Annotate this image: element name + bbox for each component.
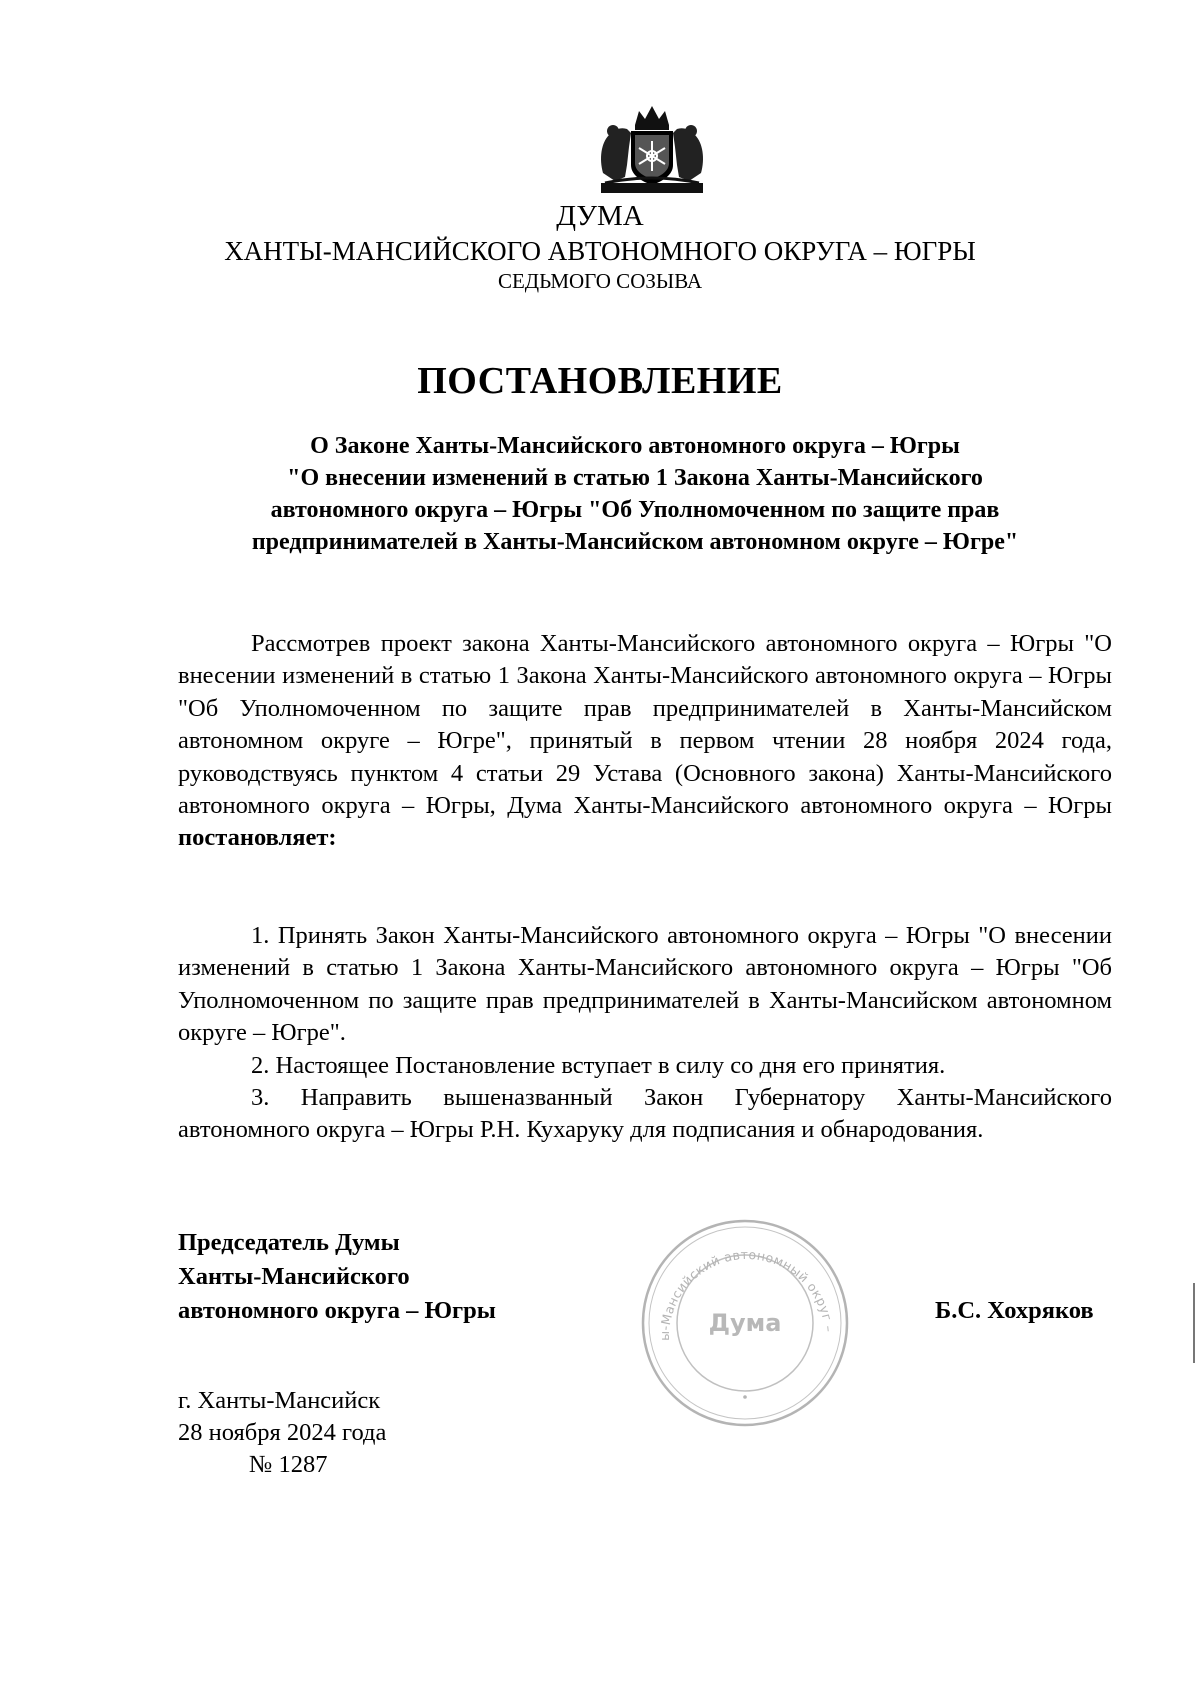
coat-of-arms-icon [595, 103, 709, 199]
seal-ring-text: ы-Мансийский автономный округ – [656, 1246, 837, 1341]
date: 28 ноября 2024 года [178, 1419, 387, 1446]
document-subject [190, 430, 1080, 558]
signatory-name: Б.С. Хохряков [935, 1297, 1094, 1324]
resolves-word: постановляет: [178, 824, 337, 852]
resolution-item: 3. Направить вышеназванный Закон Губернатору Ханты-Мансийского автономного округа – Югры Р.Н. Кухаруку для подписания и обнародования. [178, 1084, 1112, 1144]
place: г. Ханты-Мансийск [178, 1387, 381, 1414]
org-name: ДУМА [556, 200, 644, 232]
subject-line: "О внесении изменений в статью 1 Закона Ханты-Мансийского [287, 465, 983, 491]
place-and-date [178, 1385, 386, 1449]
resolution-item: 2. Настоящее Постановление вступает в силу со дня его принятия. [251, 1051, 946, 1079]
signatory-title-line: Председатель Думы [178, 1229, 400, 1256]
document-type: ПОСТАНОВЛЕНИЕ [417, 360, 783, 402]
preamble-paragraph [178, 628, 1112, 855]
seal-center-text: Дума [708, 1309, 782, 1337]
resolution-item: 1. Принять Закон Ханты-Мансийского автономного округа – Югры "О внесении изменений в статью 1 Закона Ханты-Мансийского автономного округа – Югры "Об Уполномоченном по защите прав предпринимателей в Ханты-Мансийском автономном округе – Югре". [178, 922, 1112, 1047]
subject-line: предпринимателей в Ханты-Мансийском автономном округе – Югре" [251, 529, 1019, 555]
subject-line: автономного округа – Югры "Об Уполномоченном по защите прав [270, 497, 1000, 523]
official-seal [639, 1217, 851, 1429]
resolution-items [178, 920, 1112, 1147]
org-full-name: ХАНТЫ-МАНСИЙСКОГО АВТОНОМНОГО ОКРУГА – ЮГРЫ [224, 236, 976, 266]
subject-line: О Законе Ханты-Мансийского автономного округа – Югры [310, 433, 960, 459]
preamble-text: Рассмотрев проект закона Ханты-Мансийского автономного округа – Югры "О внесении изменений в статью 1 Закона Ханты-Мансийского автономного округа – Югры "Об Уполномоченном по защите прав предпринимателей в Ханты-Мансийском автономном округе – Югре", принятый в первом чтении 28 ноября 2024 года, руководствуясь пунктом 4 статьи 29 Устава (Основного закона) Ханты-Мансийского автономного округа – Югры, Дума Ханты-Мансийского автономного округа – Югры [178, 630, 1112, 820]
document-number: № 1287 [249, 1451, 328, 1478]
signatory-title-line: автономного округа – Югры [178, 1297, 496, 1324]
scan-edge-mark [1193, 1283, 1195, 1363]
signatory-title-line: Ханты-Мансийского [178, 1263, 410, 1290]
convocation: СЕДЬМОГО СОЗЫВА [497, 269, 703, 293]
signatory-title [178, 1226, 496, 1328]
